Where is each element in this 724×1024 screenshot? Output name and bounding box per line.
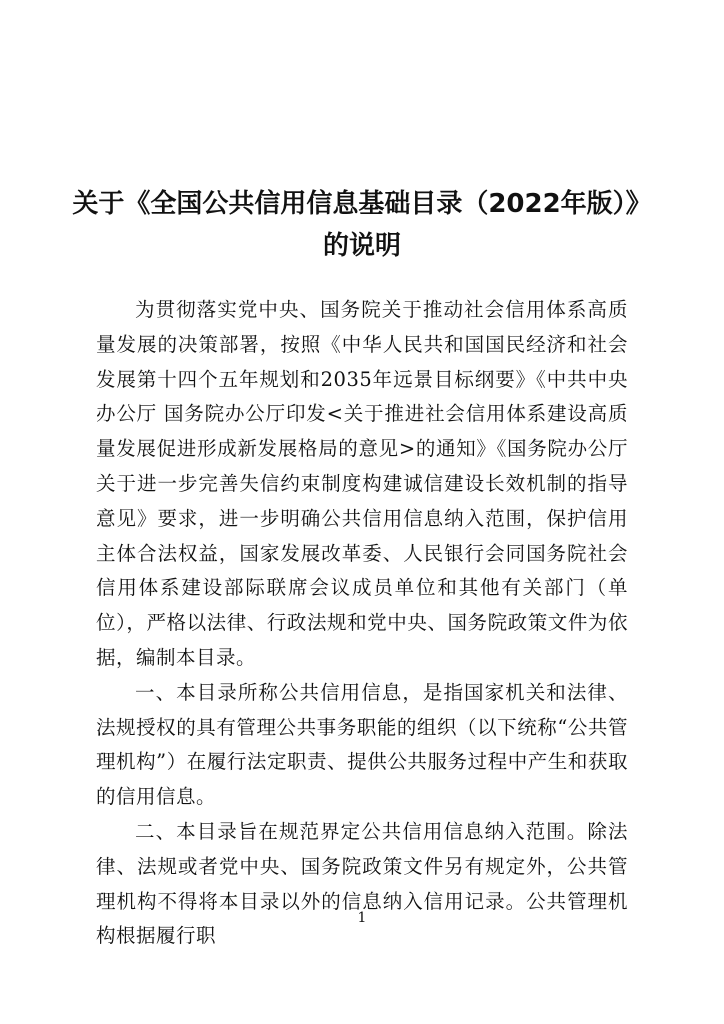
document-title-line-2: 的说明 — [322, 231, 401, 261]
page-number: 1 — [357, 910, 367, 926]
document-body — [96, 293, 628, 954]
document-title-line-1: 关于《全国公共信用信息基础目录（2022年版）》 — [72, 189, 652, 219]
paragraph-section-1: 一、本目录所称公共信用信息，是指国家机关和法律、法规授权的具有管理公共事务职能的组织（以下统称“公共管理机构”）在履行法定职责、提供公共服务过程中产生和获取的信用信息。 — [96, 680, 628, 809]
paragraph-intro: 为贯彻落实党中央、国务院关于推动社会信用体系高质量发展的决策部署，按照《中华人民共和国国民经济和社会发展第十四个五年规划和2035年远景目标纲要》《中共中央办公厅 国务院办公厅印发<关于推进社会信用体系建设高质量发展促进形成新发展格局的意见>的通知》《国务院办公厅关于进一步完善失信约束制度构建诚信建设长效机制的指导意见》要求，进一步明确公共信用信息纳入范围，保护信用主体合法权益，国家发展改革委、人民银行会同国务院社会信用体系建设部际联席会议成员单位和其他有关部门（单位），严格以法律、行政法规和党中央、国务院政策文件为依据，编制本目录。 — [96, 298, 628, 669]
paragraph-section-2: 二、本目录旨在规范界定公共信用信息纳入范围。除法律、法规或者党中央、国务院政策文件另有规定外，公共管理机构不得将本目录以外的信息纳入信用记录。公共管理机构根据履行职 — [96, 819, 628, 948]
